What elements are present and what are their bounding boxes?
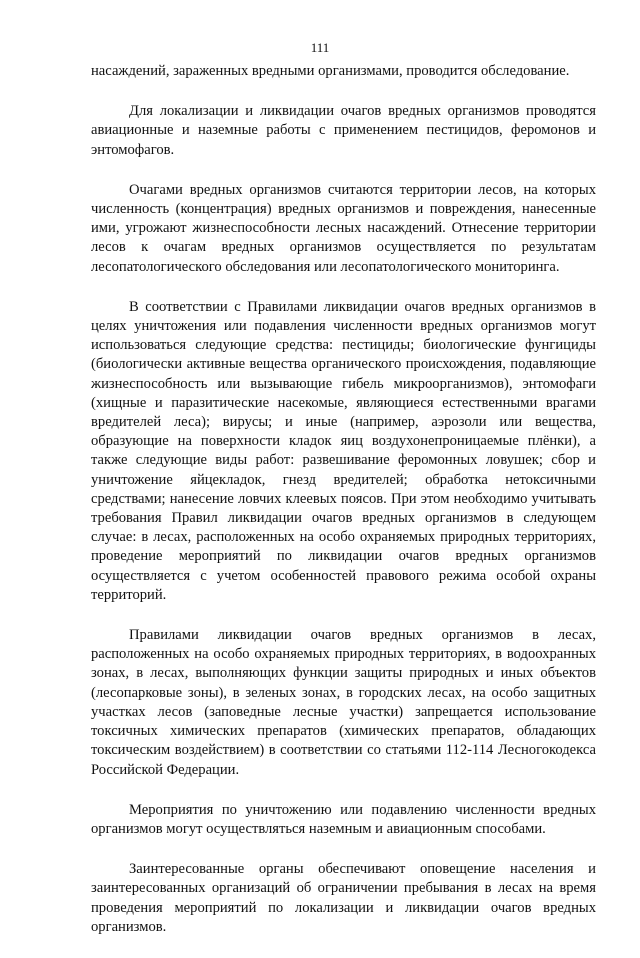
paragraph-public-notification: Заинтересованные органы обеспечивают оповещение населения и заинтересованных организаций об ограничении пребывания в лесах на время проведения мероприятий по локализации и ликвидации очагов вредных организмов. bbox=[91, 861, 596, 935]
page-number: 111 bbox=[310, 40, 330, 55]
paragraph-continuation: насаждений, зараженных вредными организмами, проводится обследование. bbox=[91, 63, 570, 79]
paragraph-toxic-prohibition: Правилами ликвидации очагов вредных организмов в лесах, расположенных на особо охраняемых природных территориях, в водоохранных зонах, в лесах, выполняющих функции защиты природных и иных объектов (лесопарковые зоны), в зеленых зонах, в городских лесах, на особо защитных участках лесов (заповедные лесные участки) запрещается использование токсичных химических препаратов (химических препаратов, обладающих токсическим воздействием) в соответствии со статьями 112-114 Лесногокодекса Российской Федерации. bbox=[91, 627, 596, 778]
paragraph-localization-works: Для локализации и ликвидации очагов вредных организмов проводятся авиационные и наземные работы с применением пестицидов, феромонов и энтомофагов. bbox=[91, 103, 596, 158]
document-body bbox=[91, 62, 596, 958]
paragraph-pest-foci-definition: Очагами вредных организмов считаются территории лесов, на которых численность (концентрация) вредных организмов и повреждения, нанесенные ими, угрожают жизнеспособности лесных насаждений. Отнесение территории лесов к очагам вредных организмов осуществляется по результатам лесопатологического обследования или лесопатологического мониторинга. bbox=[91, 181, 596, 275]
paragraph-control-means: В соответствии с Правилами ликвидации очагов вредных организмов в целях уничтожения или подавления численности вредных организмов могут использоваться следующие средства: пестициды; биологические фунгициды (биологически активные вещества органического происхождения, подавляющие жизнеспособность или вызывающие гибель микроорганизмов), энтомофаги (хищные и паразитические насекомые, являющиеся естественными врагами вредителей леса); вирусы; и иные (например, аэрозоли или вещества, образующие на поверхности кладок яиц воздухонепроницаемые плёнки), а также следующие виды работ: развешивание феромонных ловушек; сбор и уничтожение яйцекладок, гнезд вредителей; обработка нетоксичными средствами; нанесение ловчих клеевых поясов. При этом необходимо учитывать требования Правил ликвидации очагов вредных организмов в следующем случае: в лесах, расположенных на особо охраняемых природных территориях, проведение мероприятий по ликвидации очагов вредных организмов осуществляется с учетом особенностей правового режима особой охраны территорий. bbox=[91, 298, 596, 603]
paragraph-control-methods: Мероприятия по уничтожению или подавлению численности вредных организмов могут осуществляться наземным и авиационным способами. bbox=[91, 801, 596, 837]
